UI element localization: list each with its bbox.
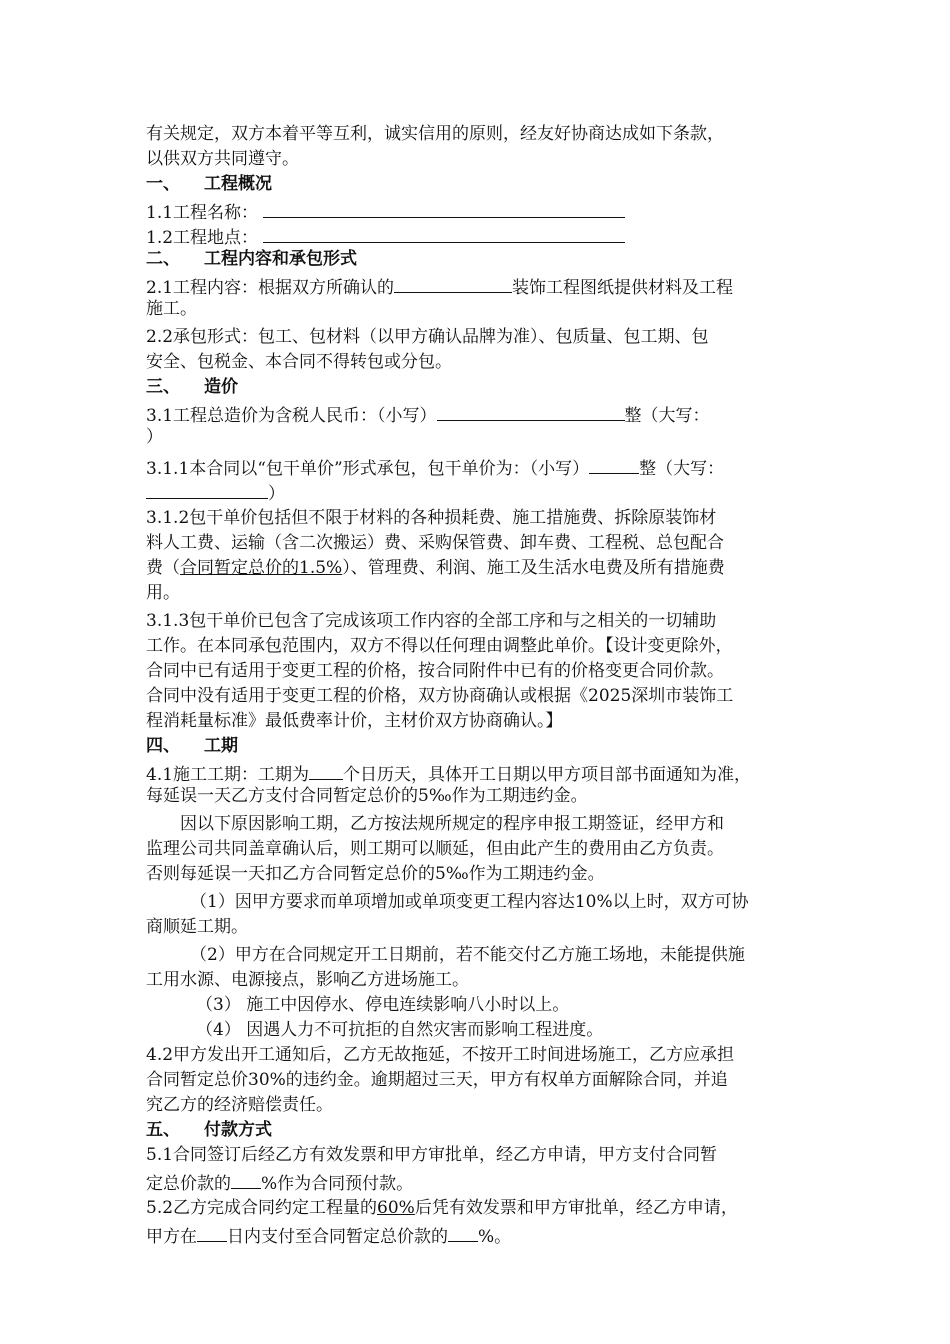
clause-text: 整（大写： [639, 459, 725, 479]
clause-text: 3.1工程总造价为含税人民币：（小写） [146, 406, 437, 426]
clause-2-2: 2.2承包形式：包工、包材料（以甲方确认品牌为准）、包质量、包工期、包 [146, 327, 709, 347]
clause-text: ） [146, 427, 163, 447]
section-title: 工期 [204, 736, 238, 756]
unit-price-capital-blank[interactable] [146, 478, 268, 499]
intro-line: 以供双方共同遵守。 [146, 149, 299, 169]
section-title: 造价 [204, 377, 238, 397]
clause-5-2 [146, 1196, 826, 1221]
clause-text: %作为合同预付款。 [261, 1174, 414, 1194]
clause-text: 否则每延误一天扣乙方合同暂定总价的5‰作为工期违约金。 [146, 864, 605, 884]
section-heading-2 [146, 247, 826, 272]
clause-3-1-1 [146, 453, 826, 478]
section-number: 五、 [146, 1120, 180, 1140]
clause-text: 监理公司共同盖章确认后，则工期可以顺延，但由此产生的费用由乙方负责。 [146, 839, 724, 859]
clause-text: 程消耗量标准》最低费率计价，主材价双方协商确认。】 [146, 711, 563, 731]
underlined-text: 60% [377, 1198, 415, 1218]
delay-item-1: （1）因甲方要求而单项增加或单项变更工程内容达10%以上时，双方可协 [190, 892, 749, 912]
clause-text: 究乙方的经济赔偿责任。 [146, 1095, 333, 1115]
clause-text: 整（大写： [624, 406, 710, 426]
clause-text: 工作。在本同承包范围内，双方不得以任何理由调整此单价。【设计变更除外， [146, 636, 733, 656]
advance-percent-blank[interactable] [231, 1168, 261, 1189]
project-site-blank[interactable] [263, 222, 625, 243]
paragraph-delay: 因以下原因影响工期，乙方按法规所规定的程序申报工期签证，经甲方和 [180, 814, 724, 834]
clause-text [146, 1221, 826, 1246]
clause-text: 合同中没有适用于变更工程的价格，双方协商确认或根据《2025深圳市装饰工 [146, 686, 734, 706]
clause-text: 甲方在 [146, 1227, 197, 1247]
section-heading-5 [146, 1118, 826, 1143]
delay-item-3: （3） 施工中因停水、停电连续影响八小时以上。 [196, 995, 570, 1015]
section-title: 工程内容和承包形式 [204, 249, 357, 269]
payment-percent-blank[interactable] [448, 1221, 478, 1242]
project-name-label: 1.1工程名称： [146, 203, 259, 223]
clause-text: 日内支付至合同暂定总价款的 [227, 1227, 448, 1247]
clause-text: ）、管理费、利润、施工及生活水电费及所有措施费 [342, 558, 725, 578]
underlined-text: 合同暂定总价的1.5% [180, 558, 343, 578]
clause-text [146, 1168, 826, 1193]
section-title: 付款方式 [204, 1120, 272, 1140]
total-price-blank[interactable] [437, 400, 625, 421]
section-number: 三、 [146, 377, 180, 397]
clause-text: 4.1施工工期：工期为 [146, 765, 310, 785]
clause-text: 5.2乙方完成合同约定工程量的 [146, 1198, 378, 1218]
section-number: 四、 [146, 736, 180, 756]
clause-1-2 [146, 222, 826, 247]
clause-text: 商顺延工期。 [146, 917, 248, 937]
section-title: 工程概况 [204, 174, 272, 194]
project-name-blank[interactable] [263, 197, 625, 218]
project-site-label: 1.2工程地点： [146, 228, 259, 248]
duration-days-blank[interactable] [309, 759, 343, 780]
payment-days-blank[interactable] [197, 1221, 227, 1242]
clause-text [146, 556, 826, 581]
clause-text: 合同暂定总价30%的违约金。逾期超过三天，甲方有权单方面解除合同，并追 [146, 1070, 728, 1090]
contract-page [146, 122, 826, 1246]
drawing-blank[interactable] [394, 272, 512, 293]
clause-3-1-3: 3.1.3包干单价已包含了完成该项工作内容的全部工序和与之相关的一切辅助 [146, 611, 717, 631]
clause-2-1 [146, 272, 826, 297]
clause-text: 费（ [146, 558, 180, 578]
clause-text: 2.1工程内容：根据双方所确认的 [146, 278, 395, 298]
clause-4-2: 4.2甲方发出开工通知后，乙方无故拖延，不按开工时间进场施工，乙方应承担 [146, 1045, 735, 1065]
section-number: 一、 [146, 174, 180, 194]
clause-text: 合同中已有适用于变更工程的价格，按合同附件中已有的价格变更合同价款。 [146, 661, 724, 681]
section-number: 二、 [146, 249, 180, 269]
section-heading-3 [146, 375, 826, 400]
clause-text: 定总价款的 [146, 1174, 231, 1194]
clause-text: 3.1.1本合同以“包干单价”形式承包，包干单价为：（小写） [146, 459, 590, 479]
clause-3-1-1-cont [146, 478, 826, 503]
section-heading-4 [146, 734, 826, 759]
clause-text: 料人工费、运输（含二次搬运）费、采购保管费、卸车费、工程税、总包配合 [146, 533, 724, 553]
clause-text: 施工。 [146, 299, 197, 319]
clause-3-1-2: 3.1.2包干单价包括但不限于材料的各种损耗费、施工措施费、拆除原装饰材 [146, 508, 717, 528]
clause-text: 个日历天，具体开工日期以甲方项目部书面通知为准， [343, 765, 752, 785]
clause-text: 安全、包税金、本合同不得转包或分包。 [146, 352, 452, 372]
clause-text: 用。 [146, 583, 180, 603]
clause-text: 后凭有效发票和甲方审批单，经乙方申请， [414, 1198, 738, 1218]
clause-text: 工用水源、电源接点，影响乙方进场施工。 [146, 970, 469, 990]
intro-line: 有关规定，双方本着平等互利，诚实信用的原则，经友好协商达成如下条款， [146, 124, 724, 144]
clause-1-1 [146, 197, 826, 222]
clause-5-1: 5.1合同签订后经乙方有效发票和甲方审批单，经乙方申请，甲方支付合同暂 [146, 1145, 718, 1165]
unit-price-blank[interactable] [589, 453, 639, 474]
clause-4-1 [146, 759, 826, 784]
delay-item-4: （4） 因遇人力不可抗拒的自然灾害而影响工程进度。 [196, 1020, 604, 1040]
clause-3-1 [146, 400, 826, 425]
clause-text: ） [268, 484, 285, 504]
section-heading-1 [146, 172, 826, 197]
clause-text: 装饰工程图纸提供材料及工程 [512, 278, 734, 298]
clause-text: 每延误一天乙方支付合同暂定总价的5‰作为工期违约金。 [146, 786, 588, 806]
delay-item-2: （2）甲方在合同规定开工日期前，若不能交付乙方施工场地，未能提供施 [190, 945, 745, 965]
clause-text: %。 [478, 1227, 512, 1247]
